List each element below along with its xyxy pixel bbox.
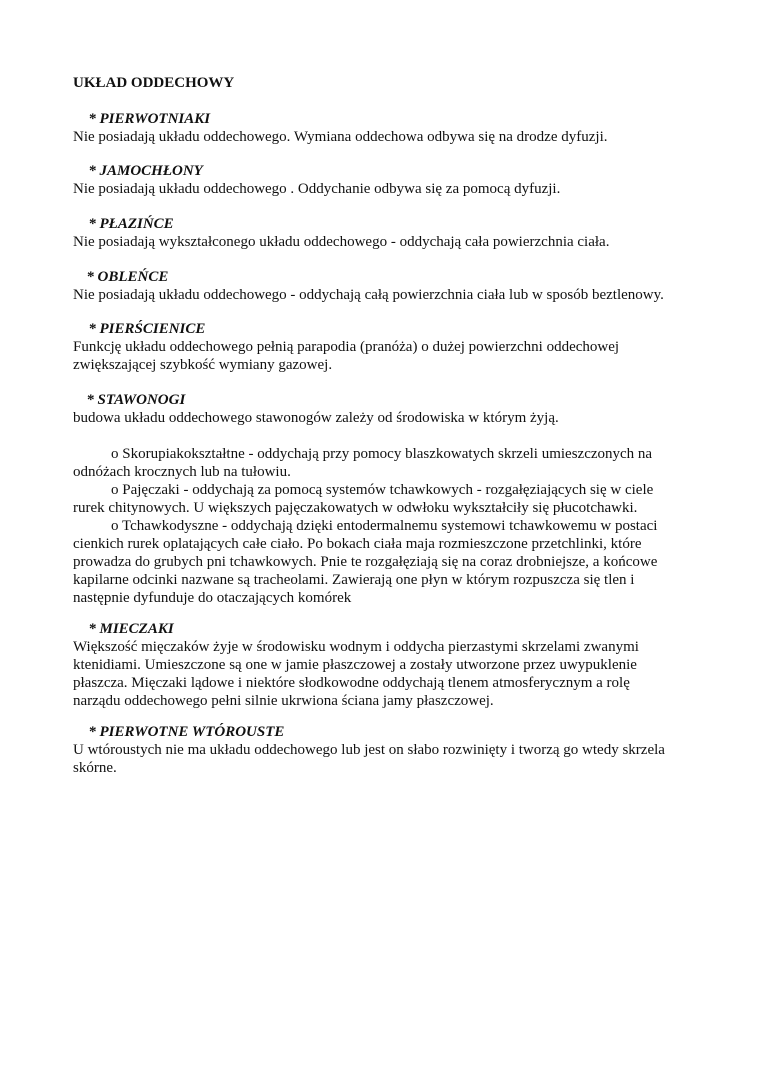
bullet-star: * <box>89 111 97 127</box>
section-oblence <box>73 268 693 304</box>
stawonogi-subitem-pajeczaki <box>73 481 693 517</box>
subitem-line: o Skorupiakokształtne - oddychają przy pomocy blaszkowatych skrzeli umieszczonych na <box>111 446 653 462</box>
section-heading-text: STAWONOGI <box>97 392 186 408</box>
bullet-star: * <box>87 392 95 408</box>
section-mieczaki <box>73 620 693 710</box>
section-text-line: Funkcję układu oddechowego pełnią parapodia (pranóża) o dużej powierzchni oddechowej <box>73 339 620 355</box>
section-heading <box>89 320 693 338</box>
section-stawonogi <box>73 391 693 427</box>
section-heading <box>89 215 693 233</box>
section-text-line: U wtóroustych nie ma układu oddechowego lub jest on słabo rozwinięty i tworzą go wtedy skrzela <box>73 742 665 758</box>
section-heading-text: PIERWOTNIAKI <box>99 111 211 127</box>
section-text-line: skórne. <box>73 760 117 776</box>
section-heading <box>87 268 693 286</box>
section-heading-text: PŁAZIŃCE <box>99 216 174 232</box>
section-heading <box>89 723 693 741</box>
section-text: budowa układu oddechowego stawonogów zależy od środowiska w którym żyją. <box>73 410 559 426</box>
section-heading <box>87 391 693 409</box>
document-title: UKŁAD ODDECHOWY <box>73 75 235 91</box>
section-text: Nie posiadają układu oddechowego. Wymiana oddechowa odbywa się na drodze dyfuzji. <box>73 129 608 145</box>
section-heading <box>89 110 693 128</box>
bullet-star: * <box>89 321 97 337</box>
section-pierwotniaki <box>73 110 693 146</box>
section-heading <box>89 162 693 180</box>
subitem-line: odnóżach krocznych lub na tułowiu. <box>73 464 291 480</box>
section-heading-text: MIECZAKI <box>99 621 174 637</box>
section-wtorouste <box>73 723 693 777</box>
subitem-line: o Tchawkodyszne - oddychają dzięki entodermalnemu systemowi tchawkowemu w postaci <box>111 518 658 534</box>
section-jamochlony <box>73 162 693 198</box>
section-heading-text: PIERWOTNE WTÓROUSTE <box>99 724 285 740</box>
bullet-star: * <box>87 269 95 285</box>
bullet-star: * <box>89 216 97 232</box>
section-text-line: narządu oddechowego pełni silnie ukrwiona ściana jamy płaszczowej. <box>73 693 494 709</box>
subitem-line: prowadza do grubych pni tchawkowych. Pnie te rozgałęziają się na coraz drobniejsze, a końcowe <box>73 554 658 570</box>
bullet-star: * <box>89 724 97 740</box>
stawonogi-subitem-skorupiaki <box>73 445 693 481</box>
section-heading-text: JAMOCHŁONY <box>99 163 203 179</box>
section-text: Nie posiadają układu oddechowego . Oddychanie odbywa się za pomocą dyfuzji. <box>73 181 561 197</box>
section-text-line: ktenidiami. Umieszczone są one w jamie płaszczowej a zostały utworzone przez uwypuklenie <box>73 657 637 673</box>
subitem-line: kapilarne odcinki nazwane są tracheolami. Zawierają one płyn w którym rozpuszcza się tlen i <box>73 572 635 588</box>
section-text-line: płaszcza. Mięczaki lądowe i niektóre słodkowodne oddychają tlenem atmosferycznym a rolę <box>73 675 630 691</box>
subitem-line: rurek chitynowych. U większych pajęczakowatych w odwłoku wykształciły się płucotchawki. <box>73 500 638 516</box>
section-text: Nie posiadają wykształconego układu oddechowego - oddychają cała powierzchnia ciała. <box>73 234 610 250</box>
section-text-line: zwiększającej szybkość wymiany gazowej. <box>73 357 333 373</box>
bullet-star: * <box>89 163 97 179</box>
section-text-line: Większość mięczaków żyje w środowisku wodnym i oddycha pierzastymi skrzelami zwanymi <box>73 639 639 655</box>
subitem-line: następnie dyfunduje do otaczających komórek <box>73 590 352 606</box>
section-heading-text: OBLEŃCE <box>97 269 169 285</box>
stawonogi-subitem-tchawkodyszne <box>73 517 693 607</box>
section-plazince <box>73 215 693 251</box>
section-heading-text: PIERŚCIENICE <box>99 321 206 337</box>
section-pierscienice <box>73 320 693 374</box>
section-text: Nie posiadają układu oddechowego - oddychają całą powierzchnia ciała lub w sposób beztlenowy. <box>73 287 664 303</box>
bullet-star: * <box>89 621 97 637</box>
subitem-line: o Pajęczaki - oddychają za pomocą systemów tchawkowych - rozgałęziających się w ciele <box>111 482 654 498</box>
subitem-line: cienkich rurek oplatających całe ciało. Po bokach ciała maja rozmieszczone przetchlinki, które <box>73 536 642 552</box>
section-heading <box>89 620 693 638</box>
